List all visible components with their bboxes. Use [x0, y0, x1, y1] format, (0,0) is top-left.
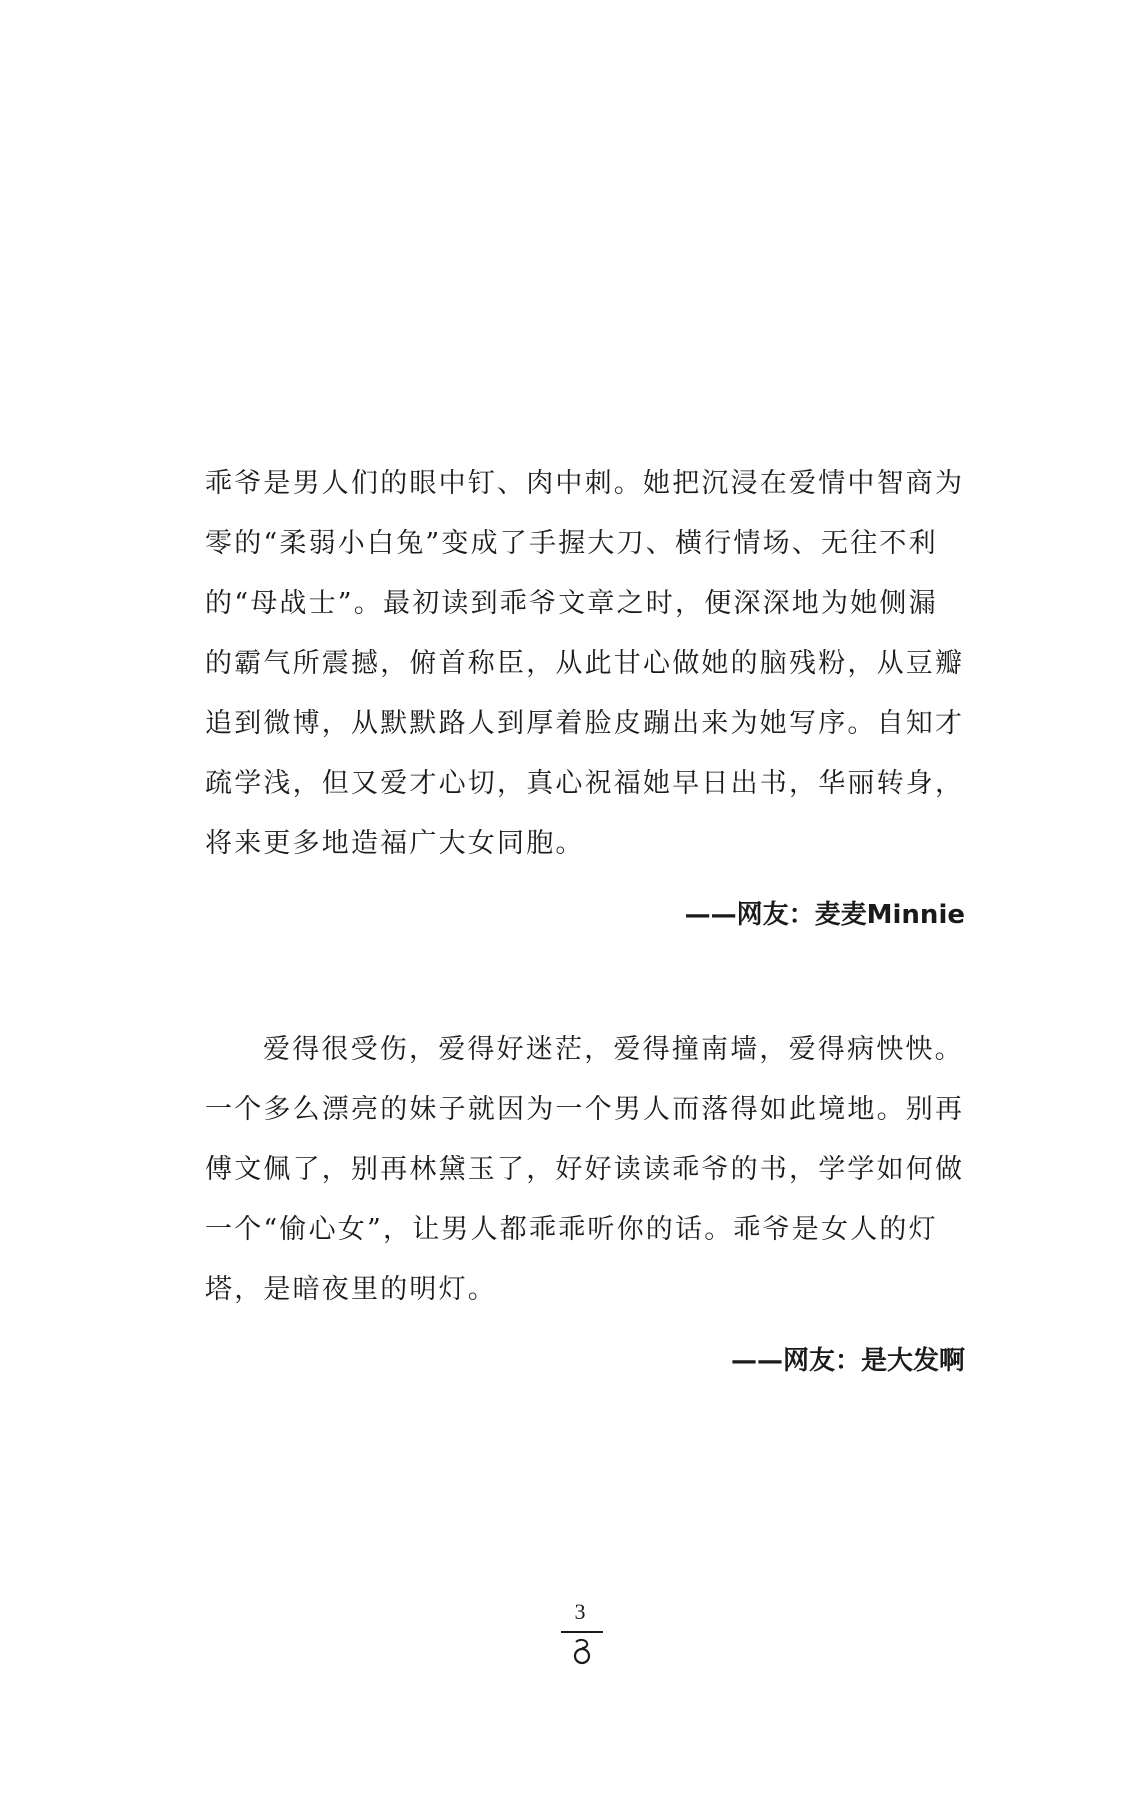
paragraph-line: 乖爷是男人们的眼中钉、肉中刺。她把沉浸在爱情中智商为 [205, 468, 965, 499]
paragraph-line: 的霸气所震撼，俯首称臣，从此甘心做她的脑残粉，从豆瓣 [205, 648, 965, 679]
paragraph-line: 零的“柔弱小白兔”变成了手握大刀、横行情场、无往不利 [205, 528, 938, 559]
paragraph-line: 追到微博，从默默路人到厚着脸皮蹦出来为她写序。自知才 [205, 708, 965, 739]
paragraph-line: 塔，是暗夜里的明灯。 [205, 1274, 497, 1305]
paragraph-line: 傅文佩了，别再林黛玉了，好好读读乖爷的书，学学如何做 [205, 1154, 965, 1185]
page-number-rule [561, 1631, 603, 1633]
quote-signature: ——网友：是大发啊 [730, 1346, 965, 1376]
paragraph-line: 的“母战士”。最初读到乖爷文章之时，便深深地为她侧漏 [205, 588, 938, 619]
paragraph-line: 一个多么漂亮的妹子就因为一个男人而落得如此境地。别再 [205, 1094, 965, 1125]
paragraph-line: 疏学浅，但又爱才心切，真心祝福她早日出书，华丽转身， [205, 768, 965, 799]
page-number: 3 [574, 1599, 586, 1624]
quote-signature: ——网友：麦麦Minnie [684, 900, 965, 930]
paragraph-line: 将来更多地造福广大女同胞。 [205, 828, 585, 859]
paragraph-line: 爱得很受伤，爱得好迷茫，爱得撞南墙，爱得病怏怏。 [263, 1034, 964, 1065]
decorative-flourish-icon [565, 1636, 599, 1670]
paragraph-line: 一个“偷心女”，让男人都乖乖听你的话。乖爷是女人的灯 [205, 1214, 938, 1245]
